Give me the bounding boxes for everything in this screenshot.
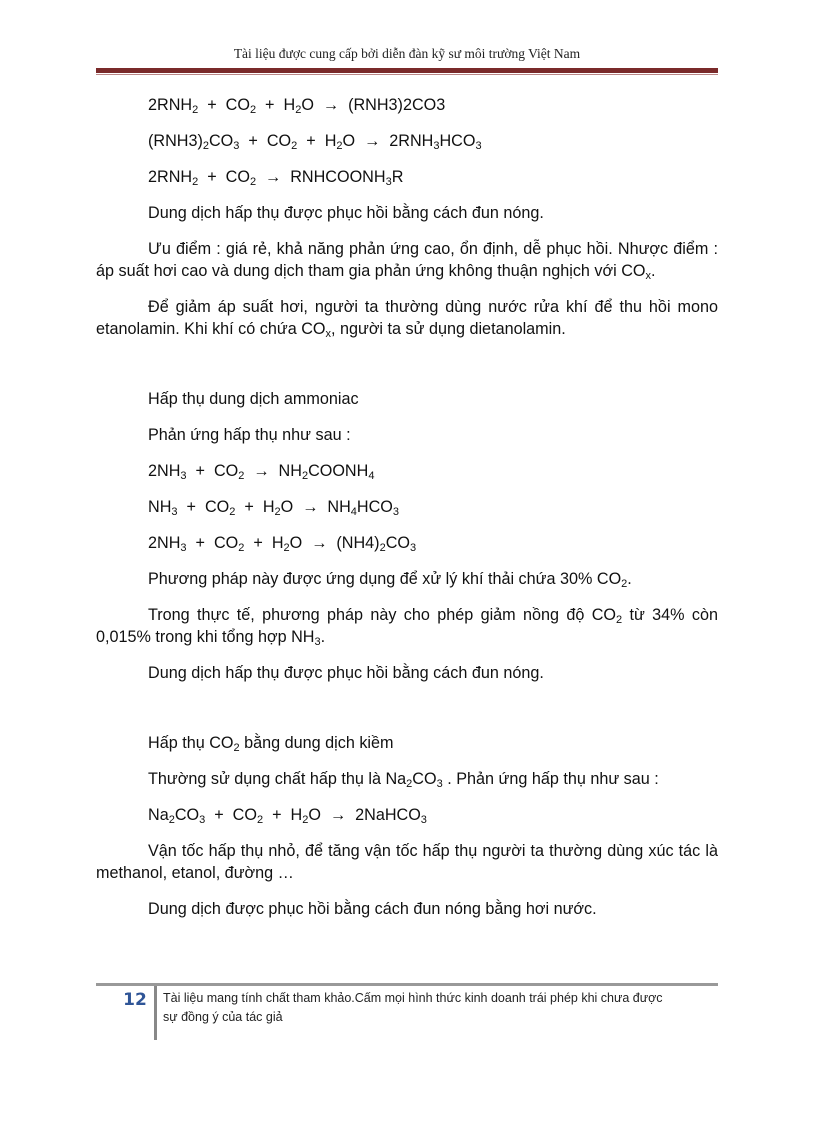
paragraph-reduce-pressure: Để giảm áp suất hơi, người ta thường dùng nước rửa khí để thu hồi mono etanolamin. Khi khí có chứa $CO_x$, người ta sử dụng dietanolamin.	[96, 298, 718, 340]
equation-3: $2RNH_2 + CO_2$ → $RNHCOONH_3R$	[148, 168, 404, 188]
paragraph-regeneration-3: Dung dịch được phục hồi bằng cách đun nóng bằng hơi nước.	[148, 900, 597, 918]
equation-4: $2NH_3 + CO_2$ → $NH_2COONH_4$	[148, 462, 375, 482]
header-rule	[96, 68, 718, 73]
footer-divider	[154, 986, 157, 1040]
heading-ammonia: Hấp thụ dung dịch ammoniac	[148, 390, 359, 408]
reaction-intro: Phản ứng hấp thụ như sau :	[148, 426, 351, 444]
footer-disclaimer	[163, 989, 719, 1027]
paragraph-regeneration-2: Dung dịch hấp thụ được phục hồi bằng cách đun nóng.	[148, 664, 544, 682]
paragraph-regeneration-1: Dung dịch hấp thụ được phục hồi bằng cách đun nóng.	[148, 204, 544, 222]
equation-5: $NH_3 + CO_2 + H_2O \to NH_4HCO_3$	[148, 498, 400, 518]
page-header: Tài liệu được cung cấp bởi diễn đàn kỹ sư môi trường Việt Nam	[233, 46, 581, 61]
footer-line-2: sự đồng ý của tác giả	[163, 1010, 283, 1024]
paragraph-application: Phương pháp này được ứng dụng để xử lý khí thải chứa 30% $CO_2$.	[148, 570, 632, 590]
heading-alkali: Hấp thụ $CO_2$ bằng dung dịch kiềm	[148, 734, 394, 754]
equation-2: $(RNH3)_2CO_3 + CO_2 + H_2O \to 2RNH_3HCO_3$	[148, 132, 482, 152]
footer-rule	[96, 983, 718, 986]
equation-7: $Na_2CO_3 + CO_2 + H_2O$ → 2NaHCO$_3$	[148, 806, 427, 826]
equation-1: $2RNH_2 + CO_2 + H_2O \to (RNH3)2CO3$	[148, 96, 446, 116]
paragraph-advantages: Ưu điểm : giá rẻ, khả năng phản ứng cao, ổn định, dễ phục hồi. Nhược điểm : áp suất hơi cao và dung dịch tham gia phản ứng không thuận nghịch với $CO_x$.	[96, 240, 718, 282]
paragraph-absorbent: Thường sử dụng chất hấp thụ là $Na_2CO_3$ . Phản ứng hấp thụ như sau :	[148, 770, 659, 790]
page-number: 12	[123, 990, 147, 1010]
footer-line-1: Tài liệu mang tính chất tham khảo.Cấm mọi hình thức kinh doanh trái phép khi chưa được	[163, 991, 663, 1005]
paragraph-practice: Trong thực tế, phương pháp này cho phép giảm nồng độ $CO_2$ từ 34% còn 0,015% trong khi tổng hợp $NH_3$.	[96, 606, 718, 648]
header-rule-thin	[96, 74, 718, 75]
page-body	[96, 94, 718, 920]
paragraph-speed: Vận tốc hấp thụ nhỏ, để tăng vận tốc hấp thụ người ta thường dùng xúc tác là methanol, etanol, đường …	[96, 842, 718, 882]
equation-6: $2NH_3 + CO_2 + H_2O \to (NH4)_2CO_3$	[148, 534, 417, 554]
